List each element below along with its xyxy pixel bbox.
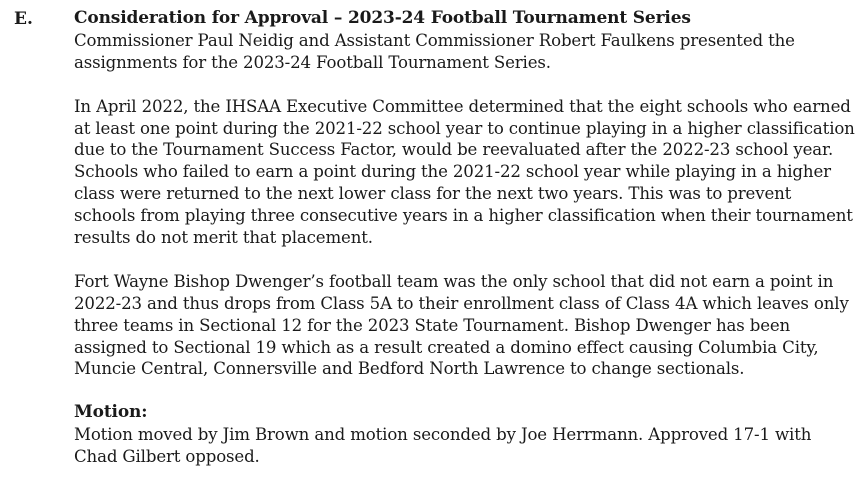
motion-label: Motion: (74, 402, 148, 423)
background-paragraph: In April 2022, the IHSAA Executive Committee determined that the eight schools who earned at least one point during the 2021-22 school year to continue playing in a higher classification due to the Tournament Success Factor, would be reevaluated after the 2022-23 school year. Schools who failed to earn a point during the 2021-22 school year while playing in a higher class were returned to the next lower class for the next two years. This was to prevent schools from playing three consecutive years in a higher classification when their tournament results do not merit that placement. (74, 96, 855, 248)
paragraph-spacer (74, 249, 856, 271)
paragraph-spacer (74, 380, 856, 402)
item-letter: E. (14, 9, 33, 29)
section-content (74, 8, 856, 468)
paragraph-spacer (74, 74, 856, 96)
dwenger-paragraph: Fort Wayne Bishop Dwenger’s football team was the only school that did not earn a point in 2022-23 and thus drops from Class 5A to their enrollment class of Class 4A which leaves only three teams in Sectional 12 for the 2023 State Tournament. Bishop Dwenger has been assigned to Sectional 19 which as a result created a domino effect causing Columbia City, Muncie Central, Connersville and Bedford North Lawrence to change sectionals. (74, 271, 849, 379)
section-heading: Consideration for Approval – 2023-24 Football Tournament Series (74, 8, 691, 28)
intro-paragraph: Commissioner Paul Neidig and Assistant Commissioner Robert Faulkens presented the assignments for the 2023-24 Football Tournament Series. (74, 30, 795, 72)
motion-text: Motion moved by Jim Brown and motion seconded by Joe Herrmann. Approved 17-1 with Chad Gilbert opposed. (74, 425, 812, 467)
